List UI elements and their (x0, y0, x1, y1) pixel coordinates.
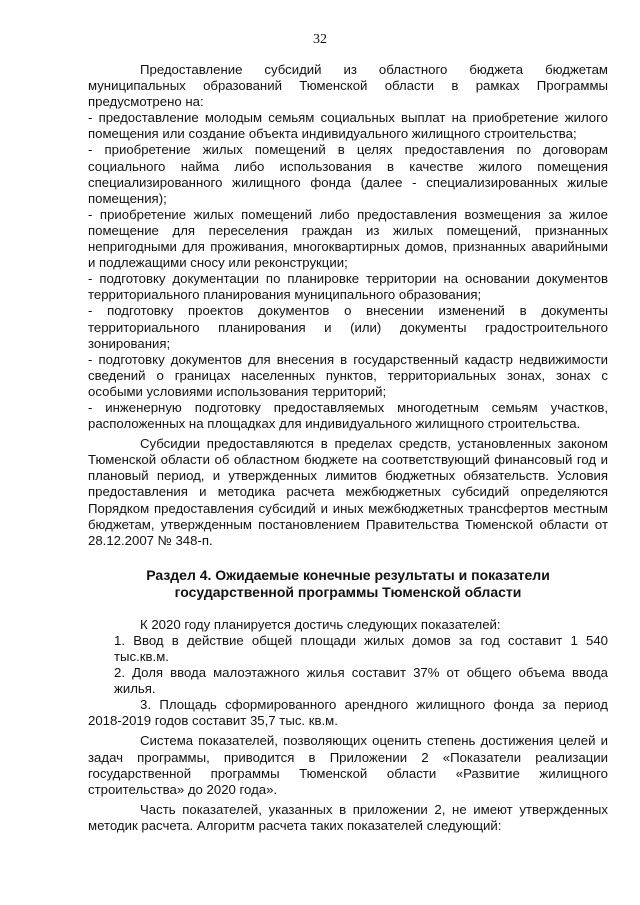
goal-item: 2. Доля ввода малоэтажного жилья составит 37% от общего объема ввода жилья. (114, 665, 608, 697)
document-body (88, 62, 608, 834)
bullet-item: - приобретение жилых помещений либо предоставления возмещения за жилое помещение для переселения граждан из жилых помещений, признанных непригодными для проживания, многоквартирных домов, признанных аварийными и подлежащими сносу или реконструкции; (88, 206, 608, 271)
methods-paragraph: Часть показателей, указанных в приложении 2, не имеют утвержденных методик расчета. Алгоритм расчета таких показателей следующий: (88, 801, 608, 833)
bullet-item: - подготовку документации по планировке территории на основании документов территориального планирования муниципального образования; (88, 271, 608, 303)
subsidies-paragraph: Субсидии предоставляются в пределах средств, установленных законом Тюменской области об областном бюджете на соответствующий финансовый год и плановый период, и утвержденных лимитов бюджетных обязательств. Условия предоставления и методика расчета межбюджетных субсидий определяются Порядком предоставления субсидий и иных межбюджетных трансфертов местным бюджетам, утвержденным постановлением Правительства Тюменской области от 28.12.2007 № 348-п. (88, 436, 608, 548)
goal-item: 1. Ввод в действие общей площади жилых домов за год составит 1 540 тыс.кв.м. (114, 632, 608, 664)
goal-item: 3. Площадь сформированного арендного жилищного фонда за период 2018-2019 годов составит 35,7 тыс. кв.м. (88, 697, 608, 729)
section-heading: Раздел 4. Ожидаемые конечные результаты и показатели государственной программы Тюменской области (146, 566, 550, 600)
bullet-item: - подготовку проектов документов о внесении изменений в документы территориального планирования и (или) документы градостроительного зонирования; (88, 303, 608, 351)
goals-intro: К 2020 году планируется достичь следующих показателей: (140, 616, 501, 632)
bullet-item: - приобретение жилых помещений в целях предоставления по договорам социального найма либо использования в качестве жилого помещения специализированного жилищного фонда (далее - специализированных жилые помещения); (88, 142, 608, 206)
bullet-item: - подготовку документов для внесения в государственный кадастр недвижимости сведений о границах населенных пунктов, территориальных зонах, зонах с особыми условиями использования территорий; (88, 351, 608, 399)
page-number: 32 (313, 32, 327, 47)
indicators-paragraph: Система показателей, позволяющих оценить степень достижения целей и задач программы, приводится в Приложении 2 «Показатели реализации государственной программы Тюменской области «Развитие жилищного строительства» до 2020 года». (88, 733, 608, 797)
bullet-item: - предоставление молодым семьям социальных выплат на приобретение жилого помещения или создание объекта индивидуального жилищного строительства; (88, 110, 608, 142)
goals-list (88, 633, 608, 730)
bullet-item: - инженерную подготовку предоставляемых многодетным семьям участков, расположенных на площадках для индивидуального жилищного строительства. (88, 399, 608, 432)
intro-paragraph: Предоставление субсидий из областного бюджета бюджетам муниципальных образований Тюменской области в рамках Программы предусмотрено на: (88, 62, 608, 110)
